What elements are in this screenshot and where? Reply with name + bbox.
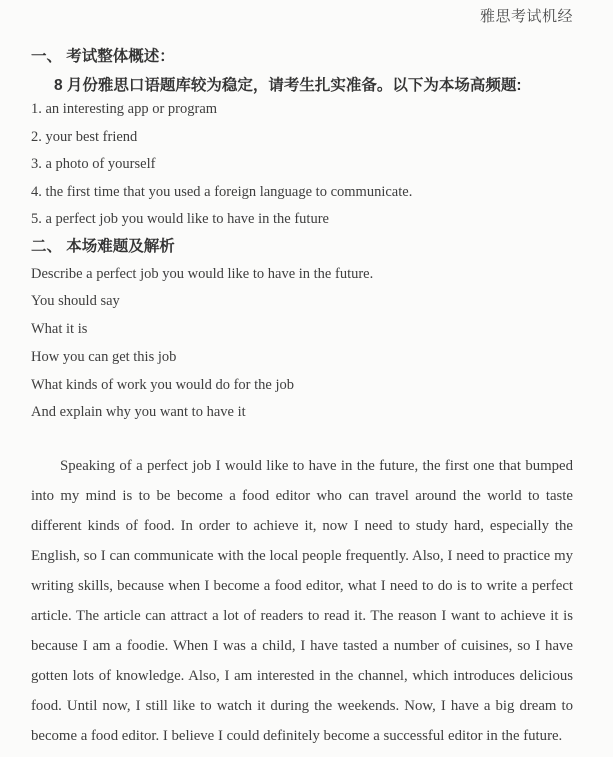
topic-item-3: 3. a photo of yourself (31, 156, 156, 172)
frequent-topics-list (31, 96, 573, 234)
topic-item-5: 5. a perfect job you would like to have in the future (31, 211, 329, 227)
topic-item-1: 1. an interesting app or program (31, 101, 218, 117)
section1-intro: 8 月份雅思口语题库较为稳定，请考生扎实准备。以下为本场高频题: (54, 77, 522, 94)
topic-item-4: 4. the first time that you used a foreign language to communicate. (31, 183, 413, 200)
cue-card-topic: Describe a perfect job you would like to have in the future. (31, 265, 374, 282)
cue-card-line-2: What it is (31, 321, 88, 338)
page-header-title: 雅思考试机经 (479, 8, 573, 25)
section1-heading: 一、 考试整体概述： (31, 48, 175, 65)
cue-card-line-4: What kinds of work you would do for the job (31, 376, 294, 393)
cue-card-line-1: You should say (31, 293, 120, 310)
section2-heading: 二、 本场难题及解析 (31, 237, 175, 255)
cue-card-line-5: And explain why you want to have it (31, 404, 246, 421)
cue-card-line-3: How you can get this job (31, 348, 177, 365)
topic-item-2: 2. your best friend (31, 128, 138, 145)
cue-card (31, 261, 573, 428)
sample-answer-paragraph: Speaking of a perfect job I would like to have in the future, the first one that bumped into my mind is to be become a food editor who can travel around the world to taste different kinds of food. In order to achieve it, now I need to study hard, especially the English, so I can communicate with the local people frequently. Also, I need to practice my writing skills, because when I become a food editor, what I need to do is to write a perfect article. The article can attract a lot of readers to read it. The reason I want to achieve it is because I am a foodie. When I was a child, I have tasted a number of cuisines, so I have gotten lots of knowledge. Also, I am interested in the channel, which introduces delicious food. Until now, I still like to watch it during the weekends. Now, I have a big dream to become a food editor. I believe I could definitely become a successful editor in the future. (31, 458, 573, 745)
